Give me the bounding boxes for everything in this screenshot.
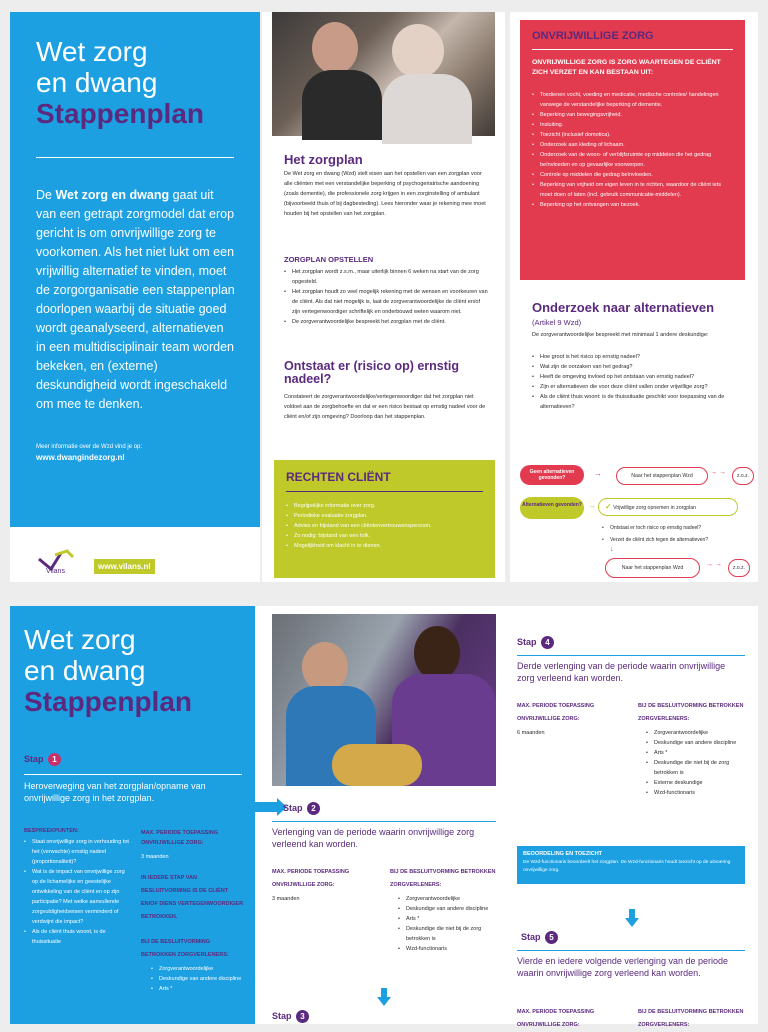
top-right-panel <box>510 12 758 582</box>
list-item: • Ontstaat er toch risico op ernstig nadeel? <box>602 522 752 534</box>
arrow-right-icon: → → <box>706 561 722 568</box>
list-item: • Toedienen vocht, voeding en medicatie, medische controles/ handelingen vanwege de verstandelijke beperking of dementie. <box>532 90 733 110</box>
step-heading: Stap 3 <box>272 1010 309 1023</box>
list-item: • Toezicht (inclusief domotica). <box>532 130 733 140</box>
flow-questions <box>602 522 752 546</box>
list-item: • Beperking van vrijheid om eigen leven in te richten, waardoor de cliënt iets moet doen of laten (incl. gebruik communicatie-middelen). <box>532 180 733 200</box>
list-item: • Zorgverantwoordelijke <box>646 728 753 738</box>
col-heading: MAX. PERIODE TOEPASSING ONVRIJWILLIGE ZORG: <box>141 830 219 846</box>
list-item: • Als de cliënt thuis woont: is de thuissituatie geschikt voor toepassing van de alternatieven? <box>532 392 737 412</box>
arrow-right-icon <box>255 802 279 812</box>
step-text: Vierde en iedere volgende verlenging van de periode waarin onvrijwillige zorg verleend kan worden. <box>517 956 728 978</box>
opstellen-list <box>284 267 489 327</box>
list-item: • Het zorgplan wordt z.s.m., maar uiterlijk binnen 6 weken na start van de zorg opgesteld. <box>284 267 489 287</box>
list-item: • Het zorgplan houdt zo veel mogelijk rekening met de wensen en voorkeuren van de cliënt. Als dat niet mogelijk is, laat de zorgverantwoordelijke de cliënt en/of zijn vertegenwoordiger schriftelijk en onderbouwd weten waarom niet. <box>284 287 489 317</box>
check-icon: ✓ <box>605 502 612 511</box>
step-number-badge: 5 <box>545 931 558 944</box>
step-text: Heroverweging van het zorgplan/opname van onvrijwillige zorg in het zorgplan. <box>24 781 206 803</box>
flow-no-alternatives: Geen alternatieven gevonden? <box>520 465 584 485</box>
zoz-badge: z.o.z. <box>728 559 750 577</box>
intro-text: De Wet zorg en dwang gaat uit van een getrapt zorgmodel dat erop gericht is om onvrijwillige zorg te voorkomen. Als het niet lukt om een vrijwillig alternatief te vinden, moet de zorgorganisatie een stappenplan doorlopen waarbij de situatie goed wordt geanalyseerd, alternatieven in een multidisciplinair team worden bekeken, en (externe) deskundigheid wordt ingeschakeld om mee te denken. <box>36 188 235 411</box>
list-item: • Verzet de cliënt zich tegen de alternatieven? <box>602 534 752 546</box>
list-item: • Hoe groot is het risico op ernstig nadeel? <box>532 352 737 362</box>
list-item: • Zo nodig: bijstand van een tolk. <box>286 531 483 541</box>
bottom-right-panel <box>505 606 758 1028</box>
flow-yes-target: ✓ Vrijwillige zorg opnemen in zorgplan <box>598 498 738 516</box>
step-number-badge: 1 <box>48 753 61 766</box>
arrow-down-icon: ↓ <box>610 546 614 553</box>
list-item: • Als de cliënt thuis woont, is de thuissituatie <box>24 927 132 947</box>
col-heading: BESPREEKPUNTEN: <box>24 828 79 834</box>
step-heading: Stap 1 <box>24 753 241 766</box>
divider <box>36 157 234 158</box>
bottom-middle-panel <box>255 606 505 1024</box>
step-number-badge: 3 <box>296 1010 309 1023</box>
alternatieven-title: Onderzoek naar alternatieven <box>532 300 715 315</box>
rechten-title: RECHTEN CLIËNT <box>286 470 391 484</box>
note-text: IN IEDERE STAP VAN BESLUITVORMING IS DE CLIËNT EN/OF DIENS VERTEGENWOORDIGER BETROKKEN. <box>141 875 244 920</box>
list-item: • Deskundige van andere discipline <box>398 904 500 914</box>
step-number-badge: 4 <box>541 636 554 649</box>
list-item: • Arts * <box>398 914 500 924</box>
list-item: • De zorgverantwoordelijke bespreekt het zorgplan met de cliënt. <box>284 317 489 327</box>
alternatieven-sub: (Artikel 9 Wzd) <box>532 318 582 327</box>
step-text: Verlenging van de periode waarin onvrijwillige zorg verleend kan worden. <box>272 827 475 849</box>
oz-title: ONVRIJWILLIGE ZORG <box>532 30 654 42</box>
list-item: • Begrijpelijke informatie over zorg. <box>286 501 483 511</box>
col-heading: MAX. PERIODE TOEPASSING ONVRIJWILLIGE ZORG: <box>517 703 595 722</box>
vilans-site-badge[interactable]: www.vilans.nl <box>94 559 155 574</box>
list-item: • Advies en bijstand van een cliëntenvertrouwenspersoon. <box>286 521 483 531</box>
list-item: • Deskundige van andere discipline <box>151 974 246 984</box>
brochure-title: Wet zorg en dwang Stappenplan <box>24 624 193 717</box>
arrow-down-icon <box>377 988 391 1006</box>
list-item: • Zorgverantwoordelijke <box>151 964 246 974</box>
flow-alternatives-found: Alternatieven gevonden? <box>520 497 584 519</box>
flow-no-target: Naar het stappenplan Wzd <box>616 467 708 485</box>
list-item: • Wat is de impact van onvrijwillige zorg op de lichamelijke en geestelijke ontwikkeling van de cliënt en op zijn participatie? Met welke aanvullende zorgvuldigheidseisen verminderd of verdwijnt die impact? <box>24 867 132 927</box>
arrow-right-icon: → <box>588 501 596 510</box>
period-value: 3 maanden <box>141 854 169 860</box>
alternatieven-text: De zorgverantwoordelijke bespreekt met minimaal 1 andere deskundige: <box>532 332 709 338</box>
period-value: 3 maanden <box>272 896 300 902</box>
zorgplan-title: Het zorgplan <box>284 152 363 167</box>
vilans-logo-text: Vilans <box>46 568 65 575</box>
list-item: • Wat zijn de oorzaken van het gedrag? <box>532 362 737 372</box>
info-link[interactable]: www.dwangindezorg.nl <box>36 453 125 462</box>
top-left-footer <box>10 527 260 582</box>
col-heading: MAX. PERIODE TOEPASSING ONVRIJWILLIGE ZORG: <box>517 1009 595 1028</box>
more-info-text: Meer informatie over de Wzd vind je op: <box>36 444 143 450</box>
col-heading: MAX. PERIODE TOEPASSING ONVRIJWILLIGE ZORG: <box>272 869 350 888</box>
list-item: • Insluiting. <box>532 120 733 130</box>
box-text: De Wzd-functionaris beoordeelt het zorgplan. De Wzd-functionaris houdt toezicht op de uitvoering onvrijwillige zorg. <box>523 860 731 873</box>
list-item: • Onderzoek aan kleding of lichaam. <box>532 140 733 150</box>
list-item: • Staat onvrijwillige zorg in verhouding tot het (verwachte) ernstig nadeel (proportionaliteit)? <box>24 837 132 867</box>
list-item: • Deskundige die niet bij de zorg betrokken is <box>646 758 753 778</box>
list-item: • Deskundige die niet bij de zorg betrokken is <box>398 924 500 944</box>
list-item: • Heeft de omgeving invloed op het ontstaan van ernstig nadeel? <box>532 372 737 382</box>
list-item: • Beperking van bewegingsvrijheid. <box>532 110 733 120</box>
list-item: • Externe deskundige <box>646 778 753 788</box>
list-item: • Wzd-functionaris <box>398 944 500 954</box>
box-title: BEOORDELING EN TOEZICHT <box>523 851 603 857</box>
list-item: • Controle op middelen die gedrag beïnvloeden. <box>532 170 733 180</box>
zorgplan-text: De Wet zorg en dwang (Wzd) stelt eisen aan het opstellen van een zorgplan voor alle cliënten met een verstandelijke beperking of psychogeriatrische aandoening (zoals dementie), die professionele zorg krijgen in een zorginstelling of ambulant (bijvoorbeeld thuis of bij dagbesteding). Lees hieronder waar je rekening mee moet houden bij het opstellen van het zorgplan. <box>284 171 486 217</box>
list-item: • Deskundige van andere discipline <box>646 738 753 748</box>
beoordeling-box <box>517 846 745 884</box>
arrow-down-icon <box>625 909 639 927</box>
list-item: • Arts * <box>646 748 753 758</box>
list-item: • Zijn er alternatieven die voor deze cliënt vallen onder vrijwillige zorg? <box>532 382 737 392</box>
list-item: • Onderzoek van de woon- of verblijfsruimte op middelen die het gedrag beïnvloeden en op gevaarlijke voorwerpen. <box>532 150 733 170</box>
arrow-right-icon: → → <box>710 469 726 476</box>
col-heading: BIJ DE BESLUITVORMING BETROKKEN ZORGVERLENERS: <box>638 1009 744 1028</box>
bottom-left-panel <box>10 606 255 1024</box>
nadeel-title: Ontstaat er (risico op) ernstig nadeel? <box>284 359 460 386</box>
top-middle-panel <box>262 12 505 582</box>
step-number-badge: 2 <box>307 802 320 815</box>
rechten-box <box>274 460 495 578</box>
flow-final-target: Naar het stappenplan Wzd <box>605 558 700 578</box>
oz-subtitle: ONVRIJWILLIGE ZORG IS ZORG WAARTEGEN DE CLIËNT ZICH VERZET EN KAN BESTAAN UIT: <box>532 59 721 76</box>
list-item: • Periodieke evaluatie zorgplan. <box>286 511 483 521</box>
top-left-panel <box>10 12 260 527</box>
list-item: • Arts * <box>151 984 246 994</box>
list-item: • Wzd-functionaris <box>646 788 753 798</box>
list-item: • Mogelijkheid om klacht in te dienen. <box>286 541 483 551</box>
col-heading: BIJ DE BESLUITVORMING BETROKKEN ZORGVERLENERS: <box>638 703 744 722</box>
list-item: • Zorgverantwoordelijke <box>398 894 500 904</box>
opstellen-title: ZORGPLAN OPSTELLEN <box>284 255 374 264</box>
onvrijwillige-zorg-box <box>520 20 745 280</box>
nadeel-text: Constateert de zorgverantwoordelijke/vertegenwoordiger dat het zorgplan niet voldoet aan de zorgbehoefte en dat er een risico bestaat op ernstig nadeel voor de cliënt en/of zijn omgeving? Doorloop dan het stappenplan. <box>284 394 486 420</box>
step-heading: Stap 2 <box>283 802 320 815</box>
brochure-title: Wet zorg en dwang Stappenplan <box>36 36 205 129</box>
list-item: • Beperking op het ontvangen van bezoek. <box>532 200 733 210</box>
photo-caregiver-client <box>272 614 496 786</box>
arrow-right-icon: → <box>594 469 602 478</box>
step-heading: Stap 5 <box>521 931 558 944</box>
step-heading: Stap 4 <box>517 636 554 649</box>
zoz-badge: z.o.z. <box>732 467 754 485</box>
col-heading: BIJ DE BESLUITVORMING BETROKKEN ZORGVERLENERS: <box>141 939 229 958</box>
alternatieven-list <box>532 352 737 412</box>
col-heading: BIJ DE BESLUITVORMING BETROKKEN ZORGVERLENERS: <box>390 869 496 888</box>
period-value: 6 maanden <box>517 730 545 736</box>
photo-caregiver-elderly <box>272 12 495 136</box>
step-text: Derde verlenging van de periode waarin onvrijwillige zorg verleend kan worden. <box>517 661 726 683</box>
